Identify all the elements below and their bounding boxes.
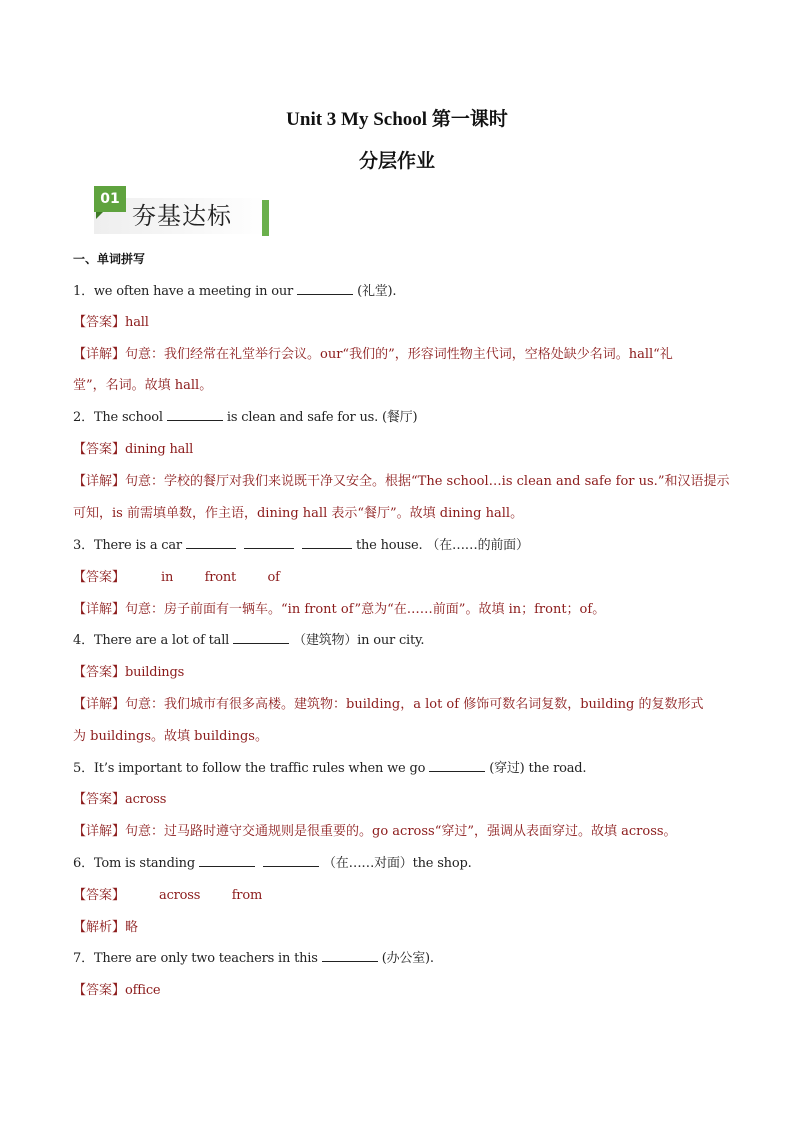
answer-tag: 【答案】	[73, 570, 126, 585]
answer-tag: 【答案】	[73, 792, 126, 807]
answer-value: across from	[159, 888, 263, 903]
answer-blank	[244, 536, 294, 549]
detail-2-line-2: 可知，is 前需填单数，作主语，dining hall 表示“餐厅”。故填 dining hall。	[73, 506, 524, 521]
detail-tag: 【详解】	[73, 474, 126, 489]
detail-3-line-1	[73, 600, 733, 620]
banner-accent-bar	[262, 200, 269, 236]
answer-blank	[429, 759, 485, 772]
detail-5-line-1	[73, 822, 733, 842]
answer-1	[73, 313, 733, 333]
detail-text: 句意：我们城市有很多高楼。建筑物：building，a lot of 修饰可数名词复数，building 的复数形式	[125, 697, 704, 712]
answer-5	[73, 790, 733, 810]
answer-value: across	[125, 792, 167, 807]
detail-4-line-1	[73, 695, 733, 715]
question-text-post: (礼堂).	[357, 284, 397, 299]
detail-tag: 【详解】	[73, 602, 126, 617]
question-text-pre: There are a lot of tall	[93, 633, 230, 648]
section-banner	[84, 186, 272, 238]
question-text-post: （建筑物）in our city.	[293, 633, 425, 648]
banner-number-badge: 01	[94, 186, 126, 212]
question-number: 7．	[73, 951, 94, 966]
answer-tag: 【答案】	[73, 888, 126, 903]
answer-value: buildings	[125, 665, 185, 680]
detail-1-line-2: 堂”，名词。故填 hall。	[73, 378, 213, 393]
answer-blank	[199, 854, 255, 867]
banner-badge-tail	[96, 212, 103, 219]
answer-blank	[297, 282, 353, 295]
answer-6	[73, 886, 733, 906]
question-text-pre: Tom is standing	[93, 856, 195, 871]
answer-blank	[186, 536, 236, 549]
answer-value: in front of	[161, 570, 280, 585]
question-text-pre: It’s important to follow the traffic rules when we go	[93, 761, 426, 776]
question-text-pre: There are only two teachers in this	[93, 951, 318, 966]
answer-blank	[302, 536, 352, 549]
question-5	[73, 759, 733, 779]
question-1	[73, 282, 733, 302]
question-6	[73, 854, 733, 874]
answer-blank	[322, 949, 378, 962]
answer-value: dining hall	[125, 442, 194, 457]
answer-tag: 【答案】	[73, 442, 126, 457]
question-text-post: the house. （在……的前面）	[355, 538, 529, 553]
question-4	[73, 631, 733, 651]
question-number: 5．	[73, 761, 94, 776]
detail-text: 句意：我们经常在礼堂举行会议。our“我们的”，形容词性物主代词，空格处缺少名词。hall“礼	[125, 347, 673, 362]
answer-blank	[263, 854, 319, 867]
answer-tag: 【答案】	[73, 315, 126, 330]
answer-value: office	[125, 983, 161, 998]
banner-label: 夯基达标	[132, 202, 232, 230]
detail-text: 句意：房子前面有一辆车。“in front of”意为“在……前面”。故填 in；front；of。	[125, 602, 606, 617]
question-number: 4．	[73, 633, 94, 648]
answer-tag: 【答案】	[73, 665, 126, 680]
question-text-post: （在……对面）the shop.	[322, 856, 472, 871]
question-text-post: (穿过) the road.	[489, 761, 587, 776]
question-2	[73, 408, 733, 428]
analysis-tag: 【解析】	[73, 920, 126, 935]
detail-tag: 【详解】	[73, 824, 126, 839]
question-text-pre: we often have a meeting in our	[93, 284, 294, 299]
question-3	[73, 536, 733, 556]
detail-4-line-2: 为 buildings。故填 buildings。	[73, 729, 268, 744]
detail-2-line-1	[73, 472, 733, 492]
analysis-6	[73, 918, 733, 938]
question-7	[73, 949, 733, 969]
question-text-post: (办公室).	[381, 951, 434, 966]
detail-text: 句意：学校的餐厅对我们来说既干净又安全。根据“The school…is clean and safe for us.”和汉语提示	[125, 474, 730, 489]
question-number: 6．	[73, 856, 94, 871]
answer-tag: 【答案】	[73, 983, 126, 998]
detail-text: 句意：过马路时遵守交通规则是很重要的。go across“穿过”，强调从表面穿过。故填 across。	[125, 824, 677, 839]
page-title: Unit 3 My School 第一课时	[286, 109, 508, 130]
question-number: 1．	[73, 284, 94, 299]
answer-4	[73, 663, 733, 683]
detail-tag: 【详解】	[73, 347, 126, 362]
answer-blank	[233, 631, 289, 644]
section-heading: 一、单词拼写	[73, 252, 146, 266]
detail-1-line-1	[73, 345, 733, 365]
answer-2	[73, 440, 733, 460]
answer-7	[73, 981, 733, 1001]
question-number: 2．	[73, 410, 94, 425]
question-number: 3．	[73, 538, 94, 553]
answer-value: hall	[125, 315, 149, 330]
question-text-post: is clean and safe for us. (餐厅)	[226, 410, 418, 425]
detail-tag: 【详解】	[73, 697, 126, 712]
answer-3	[73, 568, 733, 588]
answer-blank	[167, 408, 223, 421]
question-text-pre: The school	[93, 410, 163, 425]
analysis-text: 略	[125, 920, 139, 935]
page-subtitle: 分层作业	[358, 151, 435, 172]
question-text-pre: There is a car	[93, 538, 182, 553]
